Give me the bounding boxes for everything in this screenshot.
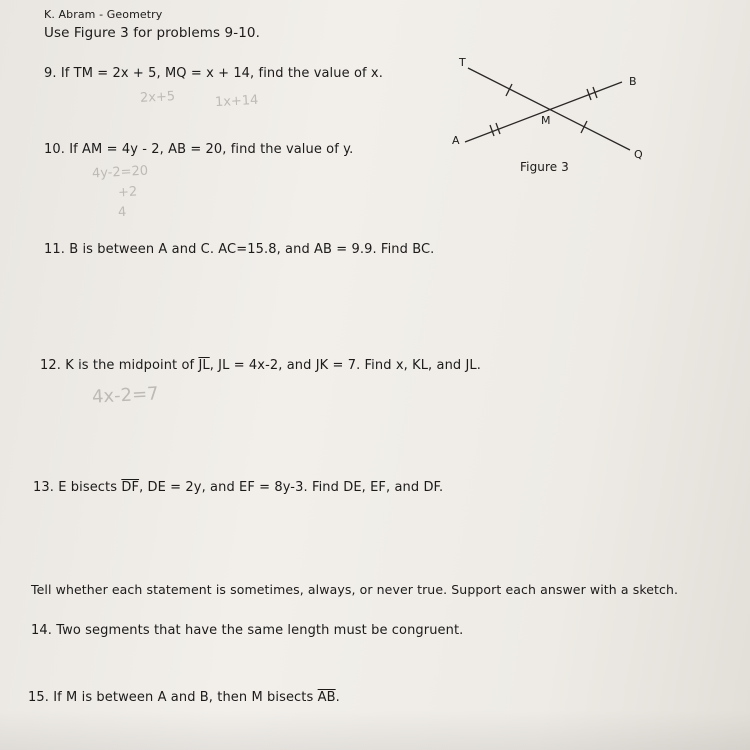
problem-number: 10.: [44, 142, 65, 157]
label-t: T: [459, 56, 466, 69]
segment-ab-text: $\overline{AB}$: [317, 690, 336, 705]
tick-mark: [581, 121, 587, 133]
problem-text-pre: E bisects: [58, 480, 122, 495]
problem-11: [44, 242, 434, 257]
problem-10: [44, 142, 353, 157]
label-m: M: [541, 114, 551, 127]
problem-text: Two segments that have the same length must be congruent.: [56, 623, 464, 638]
pencil-work: 1x+14: [214, 92, 259, 111]
problem-text-pre: K is the midpoint of: [65, 358, 199, 373]
problem-text-post: , JL = 4x-2, and JK = 7. Find x, KL, and JL.: [209, 358, 482, 373]
problem-number: 15.: [28, 690, 49, 705]
pencil-work: 2x+5: [139, 89, 176, 106]
segment-jl: $\overline{JL}$: [198, 358, 210, 373]
problem-9: [44, 66, 383, 81]
problem-15: [28, 690, 340, 705]
pencil-work: 4: [117, 204, 127, 221]
problem-text: If AM = 4y - 2, AB = 20, find the value of y.: [69, 142, 354, 157]
page-shadow: [0, 710, 750, 750]
segment-tq: [468, 68, 630, 150]
problem-number: 12.: [40, 358, 61, 373]
author-line: K. Abram - Geometry: [44, 8, 163, 21]
label-b: B: [629, 75, 637, 88]
segment-df: $\overline{DF}$: [121, 480, 140, 495]
problem-number: 9.: [44, 66, 57, 81]
problem-text-pre: If M is between A and B, then M bisects: [53, 690, 318, 705]
problem-text: B is between A and C. AC=15.8, and AB = 9.9. Find BC.: [69, 242, 435, 257]
figure-caption: Figure 3: [520, 160, 569, 174]
directions-text: Tell whether each statement is sometimes, always, or never true. Support each answer with a sketch.: [31, 582, 679, 597]
segment-ab: [465, 82, 622, 142]
problem-14: [31, 623, 463, 638]
problem-12: [40, 358, 481, 373]
instruction-line: Use Figure 3 for problems 9-10.: [44, 25, 260, 41]
problem-number: 11.: [44, 242, 65, 257]
pencil-work: 4y-2=20: [91, 163, 149, 182]
problem-13: [33, 480, 443, 495]
label-q: Q: [634, 148, 643, 161]
pencil-work: +2: [117, 184, 138, 201]
problem-text-post: .: [335, 690, 340, 705]
problem-number: 13.: [33, 480, 54, 495]
label-a: A: [452, 134, 460, 147]
problem-text: If TM = 2x + 5, MQ = x + 14, find the value of x.: [60, 66, 383, 81]
problem-number: 14.: [31, 623, 52, 638]
pencil-work: 4x-2=7: [91, 383, 160, 408]
problem-text-post: , DE = 2y, and EF = 8y-3. Find DE, EF, and DF.: [139, 480, 444, 495]
